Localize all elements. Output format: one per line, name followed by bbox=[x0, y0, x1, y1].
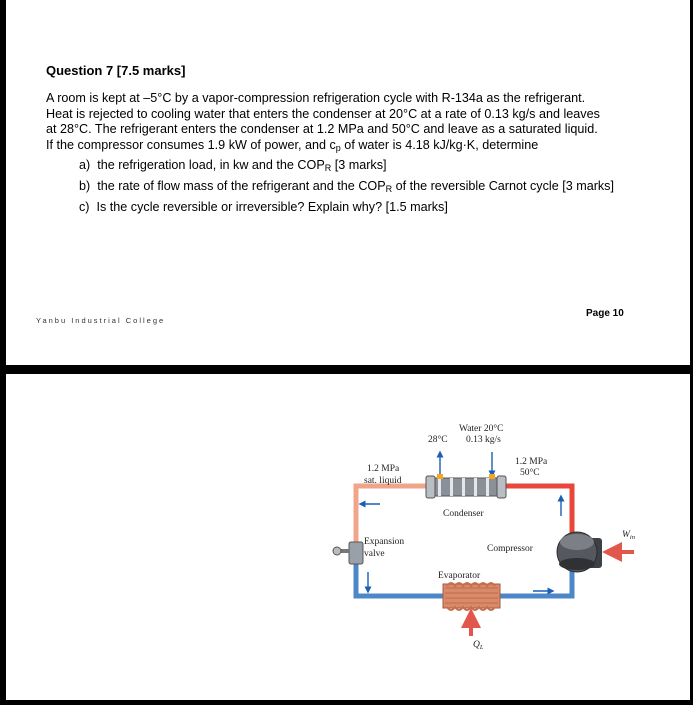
work-in-label bbox=[622, 530, 635, 541]
expansion-label-1: Expansion bbox=[364, 537, 405, 547]
ql-subscript: L bbox=[479, 644, 484, 651]
ql-symbol: Q bbox=[473, 640, 480, 650]
evaporator-label: Evaporator bbox=[438, 571, 481, 581]
cond-out-pressure: 1.2 MPa bbox=[367, 464, 400, 474]
expansion-label-2: valve bbox=[364, 549, 385, 559]
line-4-part-b: of water is 4.18 kJ/kg·K, determine bbox=[340, 137, 539, 152]
item-b-letter: b) bbox=[79, 179, 91, 193]
ql-label bbox=[473, 640, 484, 651]
item-c-text: Is the cycle reversible or irreversible? Explain why? [1.5 marks] bbox=[96, 200, 448, 214]
item-a-text: the refrigeration load, in kw and the COP bbox=[97, 158, 325, 172]
water-rate-label: 0.13 kg/s bbox=[466, 435, 501, 445]
evaporator bbox=[443, 583, 500, 610]
cond-out-state: sat. liquid bbox=[364, 476, 402, 486]
evaporator-to-compressor-pipe bbox=[500, 570, 572, 596]
condenser bbox=[426, 474, 506, 498]
water-in-label: Water 20°C bbox=[459, 424, 504, 434]
item-c bbox=[79, 198, 614, 216]
condenser-label: Condenser bbox=[443, 509, 484, 519]
question-paragraph bbox=[46, 91, 661, 156]
work-in-subscript: in bbox=[629, 534, 635, 541]
refrigeration-cycle-diagram bbox=[6, 374, 690, 700]
item-a-marks: [3 marks] bbox=[331, 158, 387, 172]
line-4-part-a: If the compressor consumes 1.9 kW of power, and c bbox=[46, 137, 336, 152]
footer-institution: Yanbu Industrial College bbox=[36, 316, 166, 325]
document-page-bottom bbox=[6, 374, 690, 700]
compressor-label: Compressor bbox=[487, 544, 533, 554]
condenser-to-valve-pipe bbox=[356, 486, 429, 542]
item-b-sub: R bbox=[385, 184, 393, 194]
item-b-marks: of the reversible Carnot cycle [3 marks] bbox=[392, 179, 614, 193]
paragraph-line-3: at 28°C. The refrigerant enters the condenser at 1.2 MPa and 50°C and leave as a saturated liquid. bbox=[46, 122, 598, 136]
valve-to-evaporator-pipe bbox=[356, 564, 443, 596]
document-page-top bbox=[6, 0, 690, 365]
cond-in-pressure: 1.2 MPa bbox=[515, 457, 548, 467]
expansion-valve bbox=[333, 542, 363, 564]
item-a bbox=[79, 156, 614, 177]
line-4-sub-p: p bbox=[335, 142, 341, 153]
compressor bbox=[557, 532, 602, 572]
work-in-symbol: W bbox=[622, 530, 630, 540]
item-a-sub: R bbox=[324, 163, 332, 173]
paragraph-line-4 bbox=[46, 138, 661, 157]
item-c-letter: c) bbox=[79, 200, 90, 214]
footer-page-number: Page 10 bbox=[586, 308, 624, 319]
item-a-letter: a) bbox=[79, 158, 91, 172]
item-b bbox=[79, 177, 614, 198]
question-title: Question 7 [7.5 marks] bbox=[46, 63, 186, 78]
item-b-text: the rate of flow mass of the refrigerant and the COP bbox=[97, 179, 386, 193]
water-out-temp-label: 28°C bbox=[428, 435, 448, 445]
question-items bbox=[79, 156, 614, 216]
cond-in-temp: 50°C bbox=[520, 468, 540, 478]
paragraph-line-2: Heat is rejected to cooling water that enters the condenser at 20°C at a rate of 0.13 kg/s and leaves bbox=[46, 106, 600, 121]
paragraph-line-1: A room is kept at –5°C by a vapor-compression refrigeration cycle with R-134a as the refrigerant. bbox=[46, 91, 586, 105]
